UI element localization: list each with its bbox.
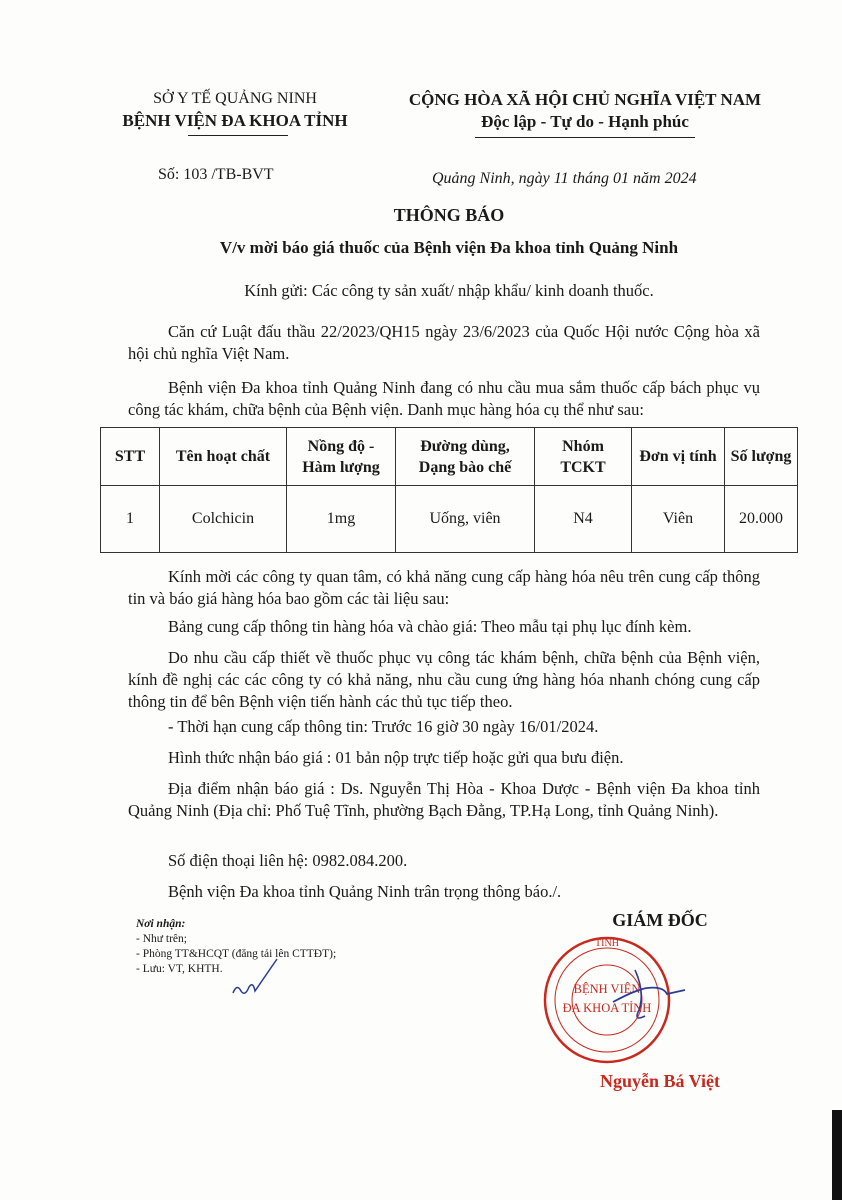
doc-subject: V/v mời báo giá thuốc của Bệnh viện Đa khoa tỉnh Quảng Ninh <box>219 238 679 257</box>
motto-underline <box>475 137 695 138</box>
table-header-cell: Tên hoạt chất <box>160 428 287 486</box>
table-header-cell: Nồng độ - Hàm lượng <box>287 428 396 486</box>
paragraph-address: Địa điểm nhận báo giá : Ds. Nguyễn Thị Hòa - Khoa Dược - Bệnh viện Đa khoa tỉnh Quảng Ninh (Địa chỉ: Phố Tuệ Tĩnh, phường Bạch Đằng, TP.Hạ Long, tỉnh Quảng Ninh). <box>128 779 760 820</box>
paragraph-legal-basis: Căn cứ Luật đấu thầu 22/2023/QH15 ngày 23/6/2023 của Quốc Hội nước Cộng hòa xã hội chủ nghĩa Việt Nam. <box>128 322 760 363</box>
country-name: CỘNG HÒA XÃ HỘI CHỦ NGHĨA VIỆT NAM <box>408 90 762 109</box>
recipient-item: - Như trên; <box>136 933 187 945</box>
paragraph-closing: Bệnh viện Đa khoa tỉnh Quảng Ninh trân trọng thông báo./. <box>168 882 562 901</box>
table-header-cell: Đơn vị tính <box>632 428 725 486</box>
org-parent: SỞ Y TẾ QUẢNG NINH <box>153 90 317 107</box>
table-header-row <box>101 428 798 486</box>
table-cell: Uống, viên <box>396 486 535 553</box>
table-cell: 20.000 <box>725 486 798 553</box>
official-stamp-icon <box>535 930 695 1070</box>
table-header-cell: Số lượng <box>725 428 798 486</box>
stamp-line: BỆNH VIỆN <box>573 982 641 996</box>
paragraph-need: Bệnh viện Đa khoa tỉnh Quảng Ninh đang có nhu cầu mua sắm thuốc cấp bách phục vụ công tác khám, chữa bệnh của Bệnh viện. Danh mục hàng hóa cụ thể như sau: <box>128 378 760 419</box>
paragraph-urgency: Do nhu cầu cấp thiết về thuốc phục vụ công tác khám bệnh, chữa bệnh của Bệnh viện, kính đề nghị các các công ty có khả năng, nhu cầu cung ứng hàng hóa nhanh chóng cung cấp thông tin để bên Bệnh viện tiến hành các thủ tục tiếp theo. <box>128 648 760 711</box>
table-cell: Viên <box>632 486 725 553</box>
paragraph-invitation: Kính mời các công ty quan tâm, có khả năng cung cấp hàng hóa nêu trên cung cấp thông tin và báo giá hàng hóa bao gồm các tài liệu sau: <box>128 567 760 608</box>
paragraph-deadline: - Thời hạn cung cấp thông tin: Trước 16 giờ 30 ngày 16/01/2024. <box>168 717 599 736</box>
org-underline <box>188 135 288 136</box>
recipient-line: Kính gửi: Các công ty sản xuất/ nhập khẩu/ kinh doanh thuốc. <box>244 281 654 300</box>
recipients-title: Nơi nhận: <box>136 918 186 930</box>
paragraph-form: Bảng cung cấp thông tin hàng hóa và chào giá: Theo mẫu tại phụ lục đính kèm. <box>168 617 692 636</box>
initials-mark <box>225 955 285 1003</box>
drug-table <box>100 427 798 553</box>
paragraph-method: Hình thức nhận báo giá : 01 bản nộp trực tiếp hoặc gửi qua bưu điện. <box>168 748 624 767</box>
table-cell: N4 <box>535 486 632 553</box>
paragraph-phone: Số điện thoại liên hệ: 0982.084.200. <box>168 851 408 870</box>
motto: Độc lập - Tự do - Hạnh phúc <box>481 112 689 131</box>
recipient-item: - Phòng TT&HCQT (đăng tải lên CTTĐT); <box>136 948 337 960</box>
table-cell: Colchicin <box>160 486 287 553</box>
table-header-cell: STT <box>101 428 160 486</box>
doc-number: Số: 103 /TB-BVT <box>158 166 274 183</box>
signer-name: Nguyễn Bá Việt <box>599 1071 720 1091</box>
table-row <box>101 486 798 553</box>
table-header-cell: Nhóm TCKT <box>535 428 632 486</box>
table-cell: 1 <box>101 486 160 553</box>
scan-edge-mark <box>832 1110 842 1200</box>
org-name: BỆNH VIỆN ĐA KHOA TỈNH <box>122 111 348 130</box>
doc-title: THÔNG BÁO <box>393 205 505 225</box>
table-cell: 1mg <box>287 486 396 553</box>
recipient-item: - Lưu: VT, KHTH. <box>136 963 223 975</box>
place-date: Quảng Ninh, ngày 11 tháng 01 năm 2024 <box>432 170 697 187</box>
signer-position: GIÁM ĐỐC <box>612 910 708 930</box>
table-header-cell: Đường dùng, Dạng bào chế <box>396 428 535 486</box>
stamp-line: ĐA KHOA TỈNH <box>562 1001 652 1015</box>
stamp-ring-text: TỈNH <box>595 938 619 949</box>
